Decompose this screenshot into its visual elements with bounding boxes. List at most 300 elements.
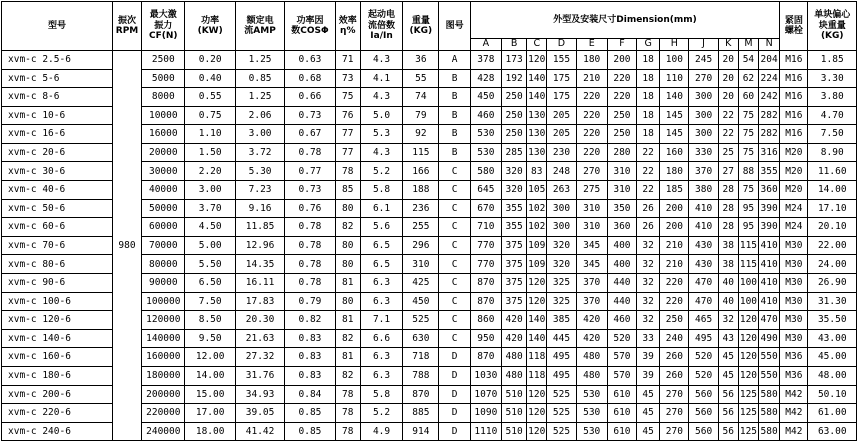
cell-dim-f: 400 bbox=[607, 236, 636, 255]
cell-fig: C bbox=[439, 274, 470, 293]
cell-dim-j: 300 bbox=[689, 106, 718, 125]
cell-dim-a: 428 bbox=[470, 69, 501, 88]
cell-dim-m: 125 bbox=[738, 422, 758, 441]
cell-dim-b: 510 bbox=[501, 385, 526, 404]
cell-dim-k: 40 bbox=[718, 274, 738, 293]
cell-dim-n: 410 bbox=[759, 292, 780, 311]
cell-pf: 0.83 bbox=[285, 367, 335, 386]
cell-pf: 0.66 bbox=[285, 88, 335, 107]
cell-model: xvm-c 40-6 bbox=[2, 181, 113, 200]
cell-start: 4.3 bbox=[360, 143, 402, 162]
cell-weight: 74 bbox=[403, 88, 439, 107]
cell-dim-c: 102 bbox=[527, 199, 547, 218]
cell-dim-m: 120 bbox=[738, 348, 758, 367]
cell-dim-m: 75 bbox=[738, 125, 758, 144]
cell-dim-h: 110 bbox=[660, 69, 689, 88]
cell-dim-c: 130 bbox=[527, 125, 547, 144]
cell-bolt: M42 bbox=[780, 422, 808, 441]
cell-dim-b: 510 bbox=[501, 404, 526, 423]
cell-dim-k: 45 bbox=[718, 367, 738, 386]
cell-pf: 0.77 bbox=[285, 162, 335, 181]
cell-pf: 0.67 bbox=[285, 125, 335, 144]
cell-force: 100000 bbox=[142, 292, 185, 311]
cell-dim-f: 250 bbox=[607, 125, 636, 144]
header-bolt: 紧固 螺栓 bbox=[780, 2, 808, 51]
cell-dim-a: 530 bbox=[470, 125, 501, 144]
cell-dim-c: 120 bbox=[527, 50, 547, 69]
cell-dim-b: 375 bbox=[501, 236, 526, 255]
cell-dim-m: 125 bbox=[738, 404, 758, 423]
cell-pf: 0.83 bbox=[285, 348, 335, 367]
cell-dim-a: 950 bbox=[470, 329, 501, 348]
cell-dim-c: 109 bbox=[527, 236, 547, 255]
cell-dim-d: 155 bbox=[547, 50, 576, 69]
cell-bolt: M16 bbox=[780, 69, 808, 88]
cell-dim-e: 180 bbox=[576, 50, 607, 69]
cell-power: 2.20 bbox=[185, 162, 235, 181]
cell-power: 14.00 bbox=[185, 367, 235, 386]
cell-model: xvm-c 220-6 bbox=[2, 404, 113, 423]
cell-eff: 82 bbox=[335, 218, 360, 237]
cell-start: 6.3 bbox=[360, 367, 402, 386]
cell-fig: C bbox=[439, 199, 470, 218]
cell-dim-k: 28 bbox=[718, 199, 738, 218]
cell-model: xvm-c 50-6 bbox=[2, 199, 113, 218]
cell-pf: 0.78 bbox=[285, 236, 335, 255]
cell-ecc: 1.85 bbox=[808, 50, 857, 69]
cell-dim-c: 120 bbox=[527, 422, 547, 441]
cell-dim-g: 33 bbox=[637, 329, 660, 348]
cell-current: 34.93 bbox=[235, 385, 284, 404]
cell-dim-k: 22 bbox=[718, 125, 738, 144]
cell-bolt: M16 bbox=[780, 125, 808, 144]
cell-dim-g: 22 bbox=[637, 143, 660, 162]
cell-dim-n: 470 bbox=[759, 311, 780, 330]
cell-power: 1.10 bbox=[185, 125, 235, 144]
cell-dim-n: 580 bbox=[759, 385, 780, 404]
cell-dim-m: 95 bbox=[738, 218, 758, 237]
cell-weight: 79 bbox=[403, 106, 439, 125]
cell-current: 0.85 bbox=[235, 69, 284, 88]
cell-power: 8.50 bbox=[185, 311, 235, 330]
cell-force: 240000 bbox=[142, 422, 185, 441]
cell-dim-g: 32 bbox=[637, 274, 660, 293]
cell-eff: 80 bbox=[335, 255, 360, 274]
cell-dim-c: 118 bbox=[527, 348, 547, 367]
cell-dim-h: 260 bbox=[660, 348, 689, 367]
cell-current: 17.83 bbox=[235, 292, 284, 311]
cell-pf: 0.82 bbox=[285, 311, 335, 330]
cell-current: 39.05 bbox=[235, 404, 284, 423]
cell-dim-a: 378 bbox=[470, 50, 501, 69]
cell-start: 5.8 bbox=[360, 181, 402, 200]
cell-dim-n: 550 bbox=[759, 367, 780, 386]
cell-power: 15.00 bbox=[185, 385, 235, 404]
cell-dim-g: 32 bbox=[637, 311, 660, 330]
cell-dim-d: 525 bbox=[547, 404, 576, 423]
cell-dim-c: 130 bbox=[527, 143, 547, 162]
cell-dim-f: 440 bbox=[607, 274, 636, 293]
cell-ecc: 48.00 bbox=[808, 367, 857, 386]
cell-bolt: M30 bbox=[780, 311, 808, 330]
cell-dim-b: 420 bbox=[501, 329, 526, 348]
cell-dim-f: 280 bbox=[607, 143, 636, 162]
cell-eff: 80 bbox=[335, 292, 360, 311]
cell-force: 120000 bbox=[142, 311, 185, 330]
cell-pf: 0.76 bbox=[285, 199, 335, 218]
cell-dim-j: 245 bbox=[689, 50, 718, 69]
cell-dim-e: 480 bbox=[576, 367, 607, 386]
header-model: 型号 bbox=[2, 2, 113, 51]
header-dim-e: E bbox=[576, 39, 607, 51]
cell-dim-n: 282 bbox=[759, 106, 780, 125]
cell-dim-h: 200 bbox=[660, 218, 689, 237]
cell-dim-h: 210 bbox=[660, 236, 689, 255]
cell-dim-b: 173 bbox=[501, 50, 526, 69]
cell-eff: 78 bbox=[335, 385, 360, 404]
cell-dim-h: 220 bbox=[660, 274, 689, 293]
cell-dim-c: 109 bbox=[527, 255, 547, 274]
cell-dim-m: 95 bbox=[738, 199, 758, 218]
cell-power: 4.50 bbox=[185, 218, 235, 237]
cell-eff: 81 bbox=[335, 311, 360, 330]
cell-bolt: M36 bbox=[780, 367, 808, 386]
cell-dim-n: 410 bbox=[759, 274, 780, 293]
cell-dim-h: 200 bbox=[660, 199, 689, 218]
cell-dim-h: 270 bbox=[660, 422, 689, 441]
cell-eff: 73 bbox=[335, 69, 360, 88]
cell-eff: 82 bbox=[335, 329, 360, 348]
cell-dim-b: 375 bbox=[501, 255, 526, 274]
cell-dim-b: 250 bbox=[501, 88, 526, 107]
cell-dim-d: 248 bbox=[547, 162, 576, 181]
header-current: 额定电 流AMP bbox=[235, 2, 284, 51]
cell-fig: B bbox=[439, 69, 470, 88]
cell-dim-d: 320 bbox=[547, 255, 576, 274]
cell-dim-f: 570 bbox=[607, 367, 636, 386]
cell-dim-h: 145 bbox=[660, 125, 689, 144]
cell-dim-e: 220 bbox=[576, 88, 607, 107]
cell-force: 60000 bbox=[142, 218, 185, 237]
cell-dim-c: 140 bbox=[527, 311, 547, 330]
cell-dim-j: 370 bbox=[689, 162, 718, 181]
cell-fig: C bbox=[439, 292, 470, 311]
cell-start: 4.3 bbox=[360, 50, 402, 69]
cell-dim-a: 1030 bbox=[470, 367, 501, 386]
cell-current: 9.16 bbox=[235, 199, 284, 218]
cell-bolt: M30 bbox=[780, 274, 808, 293]
cell-dim-k: 56 bbox=[718, 422, 738, 441]
cell-force: 50000 bbox=[142, 199, 185, 218]
cell-fig: D bbox=[439, 367, 470, 386]
cell-dim-n: 316 bbox=[759, 143, 780, 162]
cell-fig: A bbox=[439, 50, 470, 69]
cell-dim-g: 39 bbox=[637, 367, 660, 386]
cell-current: 41.42 bbox=[235, 422, 284, 441]
cell-dim-e: 310 bbox=[576, 218, 607, 237]
cell-speed: 980 bbox=[112, 50, 141, 440]
cell-dim-c: 120 bbox=[527, 404, 547, 423]
cell-current: 7.23 bbox=[235, 181, 284, 200]
cell-power: 12.00 bbox=[185, 348, 235, 367]
cell-power: 17.00 bbox=[185, 404, 235, 423]
header-dim-b: B bbox=[501, 39, 526, 51]
cell-dim-f: 310 bbox=[607, 181, 636, 200]
cell-power: 1.50 bbox=[185, 143, 235, 162]
cell-start: 5.0 bbox=[360, 106, 402, 125]
cell-dim-k: 28 bbox=[718, 181, 738, 200]
cell-ecc: 31.30 bbox=[808, 292, 857, 311]
cell-dim-e: 530 bbox=[576, 385, 607, 404]
cell-current: 12.96 bbox=[235, 236, 284, 255]
cell-dim-a: 530 bbox=[470, 143, 501, 162]
cell-fig: B bbox=[439, 125, 470, 144]
cell-dim-e: 370 bbox=[576, 274, 607, 293]
spec-table-body bbox=[2, 50, 857, 440]
cell-ecc: 22.00 bbox=[808, 236, 857, 255]
cell-force: 160000 bbox=[142, 348, 185, 367]
cell-ecc: 24.00 bbox=[808, 255, 857, 274]
cell-dim-d: 325 bbox=[547, 274, 576, 293]
cell-ecc: 17.10 bbox=[808, 199, 857, 218]
cell-weight: 255 bbox=[403, 218, 439, 237]
cell-dim-b: 480 bbox=[501, 348, 526, 367]
cell-dim-f: 610 bbox=[607, 385, 636, 404]
cell-force: 2500 bbox=[142, 50, 185, 69]
cell-dim-k: 20 bbox=[718, 50, 738, 69]
cell-model: xvm-c 2.5-6 bbox=[2, 50, 113, 69]
cell-dim-f: 520 bbox=[607, 329, 636, 348]
cell-dim-n: 282 bbox=[759, 125, 780, 144]
cell-model: xvm-c 8-6 bbox=[2, 88, 113, 107]
cell-force: 220000 bbox=[142, 404, 185, 423]
cell-ecc: 50.10 bbox=[808, 385, 857, 404]
cell-dim-b: 375 bbox=[501, 274, 526, 293]
cell-current: 11.85 bbox=[235, 218, 284, 237]
cell-power: 9.50 bbox=[185, 329, 235, 348]
cell-dim-a: 580 bbox=[470, 162, 501, 181]
cell-dim-j: 410 bbox=[689, 199, 718, 218]
cell-dim-c: 140 bbox=[527, 88, 547, 107]
cell-current: 20.30 bbox=[235, 311, 284, 330]
cell-dim-k: 20 bbox=[718, 69, 738, 88]
cell-dim-j: 560 bbox=[689, 385, 718, 404]
cell-dim-m: 75 bbox=[738, 106, 758, 125]
header-power-factor: 功率因 数COSΦ bbox=[285, 2, 335, 51]
cell-start: 6.1 bbox=[360, 199, 402, 218]
cell-dim-d: 525 bbox=[547, 385, 576, 404]
cell-eff: 78 bbox=[335, 162, 360, 181]
cell-force: 70000 bbox=[142, 236, 185, 255]
cell-dim-e: 220 bbox=[576, 143, 607, 162]
cell-force: 20000 bbox=[142, 143, 185, 162]
cell-dim-k: 56 bbox=[718, 385, 738, 404]
cell-pf: 0.85 bbox=[285, 422, 335, 441]
cell-fig: B bbox=[439, 106, 470, 125]
cell-dim-h: 250 bbox=[660, 311, 689, 330]
cell-dim-e: 210 bbox=[576, 69, 607, 88]
cell-dim-b: 355 bbox=[501, 199, 526, 218]
cell-start: 7.1 bbox=[360, 311, 402, 330]
cell-dim-n: 360 bbox=[759, 181, 780, 200]
cell-dim-f: 610 bbox=[607, 404, 636, 423]
cell-dim-e: 480 bbox=[576, 348, 607, 367]
cell-dim-b: 320 bbox=[501, 162, 526, 181]
cell-dim-h: 100 bbox=[660, 50, 689, 69]
cell-dim-b: 250 bbox=[501, 106, 526, 125]
cell-start: 5.8 bbox=[360, 385, 402, 404]
cell-model: xvm-c 90-6 bbox=[2, 274, 113, 293]
cell-pf: 0.85 bbox=[285, 404, 335, 423]
cell-bolt: M24 bbox=[780, 218, 808, 237]
cell-dim-m: 120 bbox=[738, 367, 758, 386]
cell-dim-g: 22 bbox=[637, 181, 660, 200]
cell-eff: 80 bbox=[335, 199, 360, 218]
cell-model: xvm-c 80-6 bbox=[2, 255, 113, 274]
cell-pf: 0.73 bbox=[285, 106, 335, 125]
cell-bolt: M20 bbox=[780, 143, 808, 162]
header-dim-g: G bbox=[637, 39, 660, 51]
cell-bolt: M24 bbox=[780, 199, 808, 218]
cell-dim-e: 345 bbox=[576, 255, 607, 274]
cell-dim-g: 45 bbox=[637, 422, 660, 441]
cell-dim-d: 175 bbox=[547, 88, 576, 107]
cell-dim-e: 420 bbox=[576, 311, 607, 330]
cell-dim-j: 465 bbox=[689, 311, 718, 330]
cell-pf: 0.78 bbox=[285, 274, 335, 293]
cell-dim-k: 38 bbox=[718, 236, 738, 255]
cell-force: 40000 bbox=[142, 181, 185, 200]
cell-force: 8000 bbox=[142, 88, 185, 107]
cell-dim-e: 310 bbox=[576, 199, 607, 218]
cell-dim-e: 370 bbox=[576, 292, 607, 311]
cell-dim-m: 120 bbox=[738, 311, 758, 330]
cell-dim-m: 88 bbox=[738, 162, 758, 181]
cell-current: 3.72 bbox=[235, 143, 284, 162]
cell-model: xvm-c 30-6 bbox=[2, 162, 113, 181]
header-weight: 重量 (KG) bbox=[403, 2, 439, 51]
cell-dim-a: 450 bbox=[470, 88, 501, 107]
cell-pf: 0.73 bbox=[285, 181, 335, 200]
cell-pf: 0.84 bbox=[285, 385, 335, 404]
cell-dim-g: 32 bbox=[637, 292, 660, 311]
cell-bolt: M30 bbox=[780, 292, 808, 311]
cell-dim-h: 145 bbox=[660, 106, 689, 125]
cell-dim-g: 18 bbox=[637, 50, 660, 69]
cell-dim-g: 18 bbox=[637, 106, 660, 125]
cell-bolt: M30 bbox=[780, 255, 808, 274]
cell-dim-d: 300 bbox=[547, 218, 576, 237]
header-dim-m: M bbox=[738, 39, 758, 51]
cell-eff: 77 bbox=[335, 143, 360, 162]
cell-dim-k: 56 bbox=[718, 404, 738, 423]
cell-dim-a: 1110 bbox=[470, 422, 501, 441]
cell-dim-j: 410 bbox=[689, 218, 718, 237]
cell-fig: D bbox=[439, 385, 470, 404]
cell-dim-g: 32 bbox=[637, 236, 660, 255]
cell-dim-f: 400 bbox=[607, 255, 636, 274]
cell-dim-k: 38 bbox=[718, 255, 738, 274]
cell-weight: 92 bbox=[403, 125, 439, 144]
cell-pf: 0.63 bbox=[285, 50, 335, 69]
cell-start: 5.2 bbox=[360, 162, 402, 181]
cell-dim-n: 580 bbox=[759, 422, 780, 441]
cell-model: xvm-c 100-6 bbox=[2, 292, 113, 311]
cell-power: 3.70 bbox=[185, 199, 235, 218]
cell-dim-j: 300 bbox=[689, 88, 718, 107]
cell-dim-g: 45 bbox=[637, 404, 660, 423]
cell-dim-j: 520 bbox=[689, 348, 718, 367]
cell-power: 0.20 bbox=[185, 50, 235, 69]
cell-fig: D bbox=[439, 348, 470, 367]
cell-current: 1.25 bbox=[235, 88, 284, 107]
header-force: 最大激 振力 CF(N) bbox=[142, 2, 185, 51]
cell-power: 3.00 bbox=[185, 181, 235, 200]
cell-dim-h: 240 bbox=[660, 329, 689, 348]
cell-pf: 0.78 bbox=[285, 255, 335, 274]
cell-dim-d: 320 bbox=[547, 236, 576, 255]
cell-dim-f: 360 bbox=[607, 218, 636, 237]
cell-dim-g: 18 bbox=[637, 69, 660, 88]
cell-weight: 450 bbox=[403, 292, 439, 311]
cell-dim-c: 120 bbox=[527, 385, 547, 404]
cell-bolt: M36 bbox=[780, 348, 808, 367]
cell-dim-e: 420 bbox=[576, 329, 607, 348]
cell-dim-h: 260 bbox=[660, 367, 689, 386]
cell-weight: 630 bbox=[403, 329, 439, 348]
cell-current: 21.63 bbox=[235, 329, 284, 348]
table-row bbox=[2, 50, 857, 69]
cell-dim-c: 120 bbox=[527, 292, 547, 311]
cell-dim-k: 25 bbox=[718, 143, 738, 162]
cell-model: xvm-c 200-6 bbox=[2, 385, 113, 404]
cell-weight: 718 bbox=[403, 348, 439, 367]
cell-ecc: 61.00 bbox=[808, 404, 857, 423]
cell-eff: 75 bbox=[335, 88, 360, 107]
cell-ecc: 3.80 bbox=[808, 88, 857, 107]
cell-dim-k: 28 bbox=[718, 218, 738, 237]
cell-force: 80000 bbox=[142, 255, 185, 274]
cell-current: 31.76 bbox=[235, 367, 284, 386]
cell-weight: 296 bbox=[403, 236, 439, 255]
cell-dim-j: 300 bbox=[689, 125, 718, 144]
cell-dim-m: 54 bbox=[738, 50, 758, 69]
cell-start: 5.3 bbox=[360, 125, 402, 144]
cell-weight: 885 bbox=[403, 404, 439, 423]
header-dim-a: A bbox=[470, 39, 501, 51]
cell-eff: 76 bbox=[335, 106, 360, 125]
cell-eff: 78 bbox=[335, 422, 360, 441]
cell-bolt: M30 bbox=[780, 236, 808, 255]
cell-current: 14.35 bbox=[235, 255, 284, 274]
cell-dim-g: 18 bbox=[637, 88, 660, 107]
cell-dim-m: 115 bbox=[738, 236, 758, 255]
cell-weight: 310 bbox=[403, 255, 439, 274]
cell-dim-m: 100 bbox=[738, 274, 758, 293]
cell-dim-n: 410 bbox=[759, 236, 780, 255]
cell-start: 4.9 bbox=[360, 422, 402, 441]
cell-power: 6.50 bbox=[185, 274, 235, 293]
cell-dim-k: 22 bbox=[718, 106, 738, 125]
cell-dim-g: 45 bbox=[637, 385, 660, 404]
cell-bolt: M30 bbox=[780, 329, 808, 348]
cell-power: 7.50 bbox=[185, 292, 235, 311]
header-dim-n: N bbox=[759, 39, 780, 51]
header-dim-k: K bbox=[718, 39, 738, 51]
cell-model: xvm-c 5-6 bbox=[2, 69, 113, 88]
cell-start: 4.3 bbox=[360, 88, 402, 107]
cell-dim-n: 390 bbox=[759, 199, 780, 218]
